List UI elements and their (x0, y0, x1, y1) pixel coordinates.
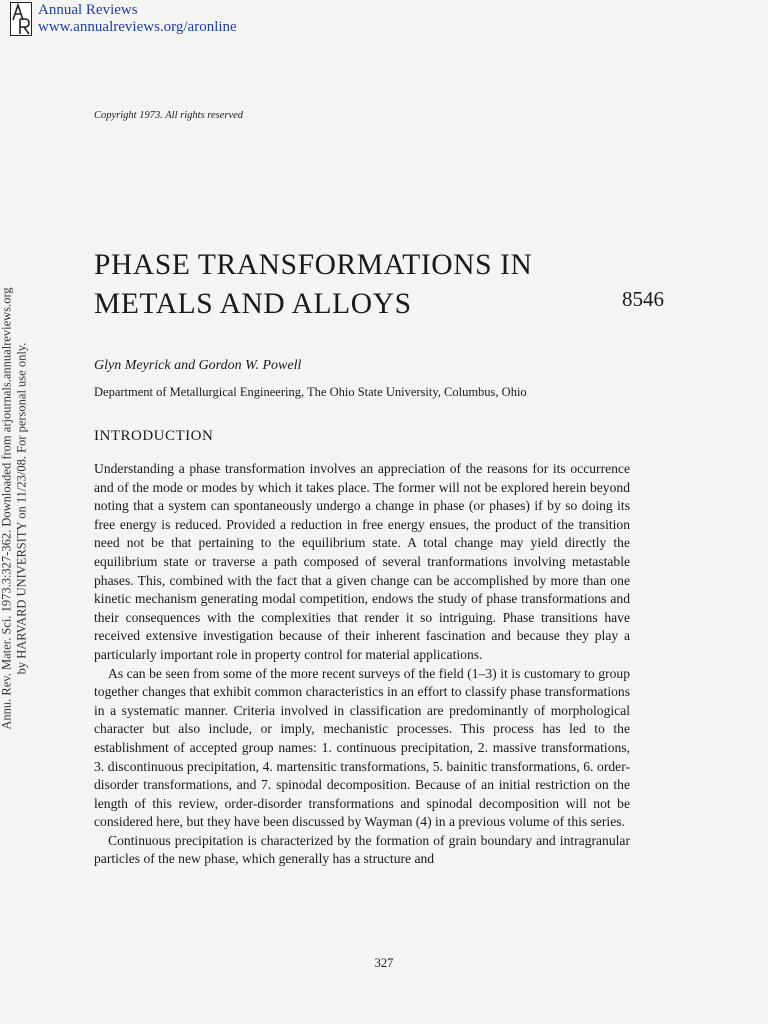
annual-reviews-logo-icon (10, 2, 32, 36)
publisher-url-link[interactable]: www.annualreviews.org/aronline (38, 19, 237, 35)
paragraph: Continuous precipitation is characterized by the formation of grain boundary and intragranular particles of the new phase, which generally has a structure and (94, 832, 630, 867)
page-header (10, 2, 237, 36)
side-note-line-2: by HARVARD UNIVERSITY on 11/23/08. For personal use only. (14, 342, 28, 675)
side-note-line-1: Annu. Rev. Mater. Sci. 1973.3:327-362. Downloaded from arjournals.annualreviews.org (0, 287, 14, 730)
paragraph: As can be seen from some of the more recent surveys of the field (1–3) it is customary to group together changes that exhibit common characteristics in an effort to classify phase transformations in a systematic manner. Criteria involved in classification are predominantly of morphological character but also include, or imply, mechanistic processes. This process has led to the establishment of accepted group names: 1. continuous precipitation, 2. massive transformations, 3. discontinuous precipitation, 4. martensitic transformations, 5. bainitic transformations, 6. order-disorder transformations, and 7. spinodal decomposition. Because of an initial restriction on the length of this review, order-disorder transformations and spinodal decomposition will not be considered here, but they have been discussed by Wayman (4) in a previous volume of this series. (94, 665, 630, 830)
download-side-note (0, 189, 29, 829)
title-line-2: METALS AND ALLOYS (94, 288, 412, 320)
page-number: 327 (374, 956, 394, 970)
article-title (94, 246, 532, 324)
publisher-link[interactable]: Annual Reviews (38, 2, 138, 18)
copyright-notice: Copyright 1973. All rights reserved (94, 110, 244, 121)
article-body (94, 460, 630, 869)
section-heading: INTRODUCTION (94, 428, 214, 444)
paragraph: Understanding a phase transformation involves an appreciation of the reasons for its occurrence and of the mode or modes by which it takes place. The former will not be explored herein beyond noting that a system can spontaneously undergo a change in phase (or phases) if by so doing its free energy is reduced. Provided a reduction in free energy ensues, the product of the transition need not be that pertaining to the equilibrium state. A total change may yield directly the equilibrium state or traverse a path composed of several tranformations involving metastable phases. This, combined with the fact that a given change can be accomplished by more than one kinetic mechanism generating modal competition, endows the study of phase transformations and their consequences with the complexities that render it so intriguing. Phase transitions have received extensive investigation because of their inherent fascination and because they play a particularly important role in property control for material applications. (94, 461, 630, 662)
title-line-1: PHASE TRANSFORMATIONS IN (94, 249, 533, 281)
article-number: 8546 (622, 287, 664, 311)
authors: Glyn Meyrick and Gordon W. Powell (94, 358, 302, 373)
affiliation: Department of Metallurgical Engineering, The Ohio State University, Columbus, Ohio (94, 385, 527, 399)
